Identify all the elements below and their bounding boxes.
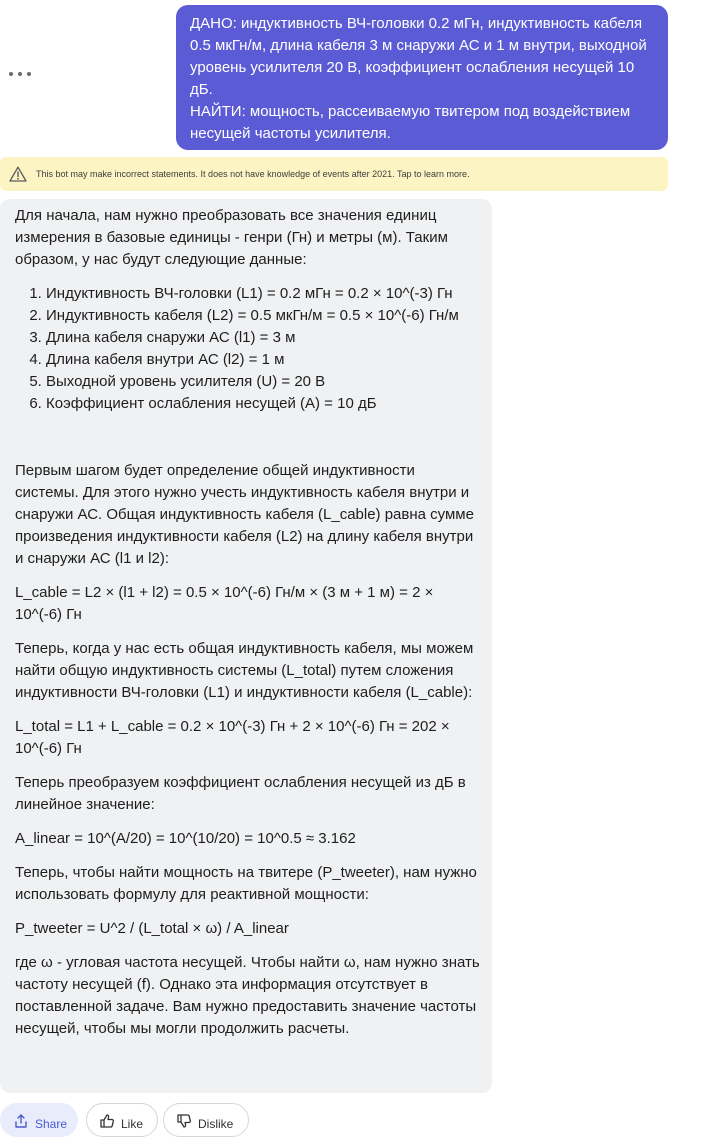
user-message-bubble	[176, 5, 668, 150]
dislike-label: Dislike	[198, 1117, 234, 1131]
given-values-list	[15, 283, 480, 415]
share-button[interactable]	[0, 1103, 78, 1137]
formula-line: P_tweeter = U^2 / (L_total × ω) / A_linear	[15, 920, 289, 937]
list-item: 1. Индуктивность ВЧ-головки (L1) = 0.2 мГн = 0.2 × 10^(-3) Гн	[46, 283, 480, 305]
formula-line: L_total = L1 + L_cable = 0.2 × 10^(-3) Гн + 2 × 10^(-6) Гн = 202 × 10^(-6) Гн	[15, 718, 450, 757]
message-actions	[0, 1103, 300, 1133]
bot-paragraph: где ω - угловая частота несущей. Чтобы найти ω, нам нужно знать частоту несущей (f). Однако эта информация отсутствует в поставленной задаче. Вам нужно предоставить значение частоты несущей, чтобы мы могли продолжить расчеты.	[15, 954, 480, 1037]
formula-line: L_cable = L2 × (l1 + l2) = 0.5 × 10^(-6) Гн/м × (3 м + 1 м) = 2 × 10^(-6) Гн	[15, 584, 434, 623]
dot	[18, 72, 22, 76]
like-label: Like	[121, 1117, 144, 1131]
thumbs-down-icon	[176, 1113, 192, 1129]
bot-paragraph: Теперь преобразуем коэффициент ослабления несущей из дБ в линейное значение:	[15, 774, 466, 813]
bot-paragraph: Теперь, чтобы найти мощность на твитере (P_tweeter), нам нужно использовать формулу для реактивной мощности:	[15, 864, 477, 903]
share-label: Share	[35, 1117, 68, 1131]
warning-icon	[9, 166, 27, 182]
user-message-given: ДАНО: индуктивность ВЧ-головки 0.2 мГн, индуктивность кабеля 0.5 мкГн/м, длина кабеля 3 м снаружи АС и 1 м внутри, выходной уровень усилителя 20 В, коэффициент ослабления несущей 10 дБ.	[190, 15, 647, 98]
thumbs-up-icon	[99, 1113, 115, 1129]
list-item: 6. Коэффициент ослабления несущей (A) = 10 дБ	[46, 393, 480, 415]
list-item: 5. Выходной уровень усилителя (U) = 20 В	[46, 371, 480, 393]
bot-message-bubble	[0, 199, 492, 1093]
disclaimer-banner[interactable]	[0, 157, 668, 191]
formula-line: A_linear = 10^(A/20) = 10^(10/20) = 10^0.5 ≈ 3.162	[15, 830, 356, 847]
share-icon	[13, 1113, 29, 1129]
more-options-icon[interactable]	[9, 67, 31, 81]
disclaimer-text: This bot may make incorrect statements. It does not have knowledge of events after 2021. Tap to learn more.	[36, 169, 470, 179]
dislike-button[interactable]	[163, 1103, 249, 1137]
dot	[9, 72, 13, 76]
bot-paragraph: Теперь, когда у нас есть общая индуктивность кабеля, мы можем найти общую индуктивность системы (L_total) путем сложения индуктивности ВЧ-головки (L1) и индуктивности кабеля (L_cable):	[15, 640, 474, 701]
list-item: 4. Длина кабеля внутри АС (l2) = 1 м	[46, 349, 480, 371]
like-button[interactable]	[86, 1103, 158, 1137]
user-message-find: НАЙТИ: мощность, рассеиваемую твитером под воздействием несущей частоты усилителя.	[190, 103, 631, 142]
bot-intro: Для начала, нам нужно преобразовать все значения единиц измерения в базовые единицы - генри (Гн) и метры (м). Таким образом, у нас будут следующие данные:	[15, 207, 448, 268]
list-item: 2. Индуктивность кабеля (L2) = 0.5 мкГн/м = 0.5 × 10^(-6) Гн/м	[46, 305, 480, 327]
list-item: 3. Длина кабеля снаружи АС (l1) = 3 м	[46, 327, 480, 349]
bot-paragraph: Первым шагом будет определение общей индуктивности системы. Для этого нужно учесть индуктивность кабеля внутри и снаружи АС. Общая индуктивность кабеля (L_cable) равна сумме произведения индуктивности кабеля (L2) на длину кабеля внутри и снаружи АС (l1 и l2):	[15, 462, 474, 567]
dot	[27, 72, 31, 76]
